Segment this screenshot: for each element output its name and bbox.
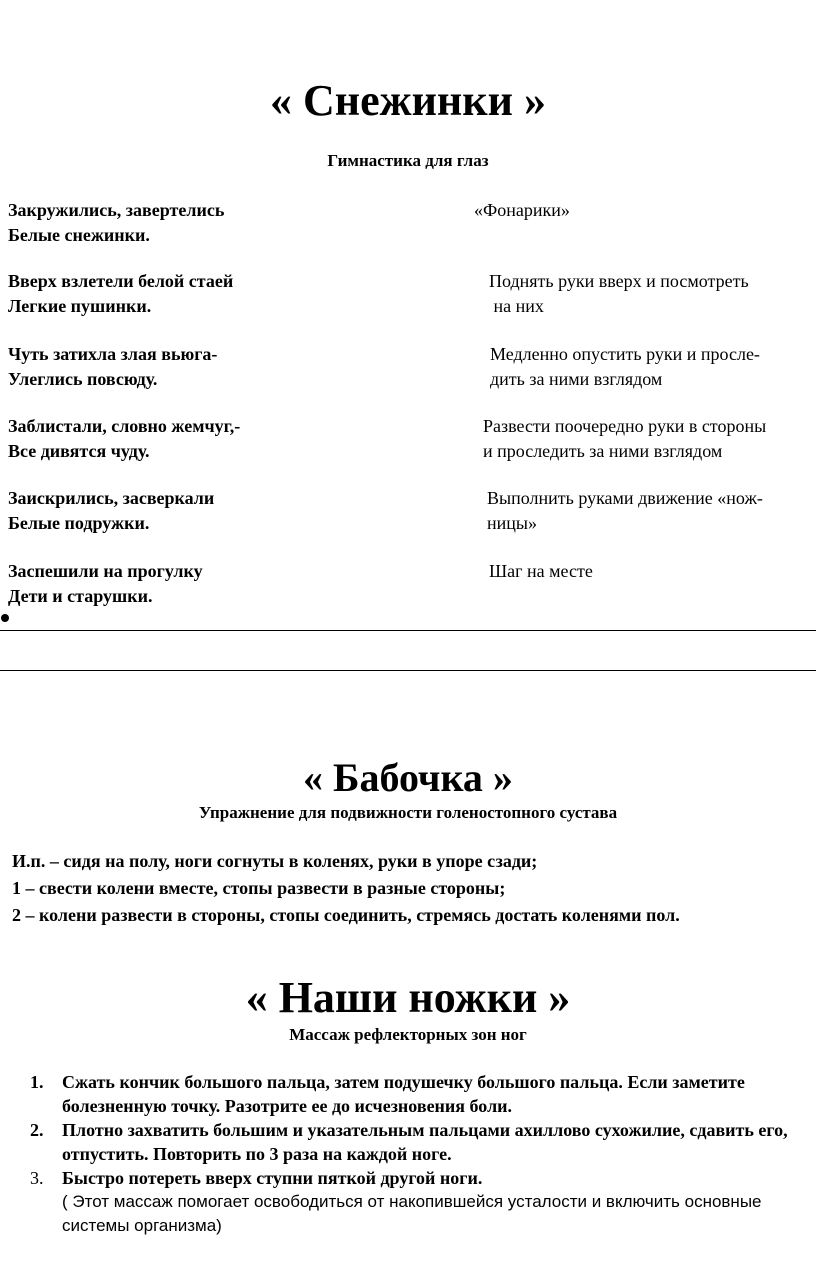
poem-line: Заискрились, засверкали [8, 488, 215, 508]
instruction-line: И.п. – сидя на полу, ноги согнуты в коленях, руки в упоре сзади; [12, 851, 538, 871]
list-item-number: 1. [30, 1072, 44, 1092]
action-stanza-1 [474, 198, 570, 223]
list-item [30, 1070, 800, 1118]
action-line: Поднять руки вверх и посмотреть [489, 271, 749, 291]
action-line: Развести поочередно руки в стороны [483, 416, 767, 436]
action-stanza-4 [483, 414, 766, 464]
poem-line: Закружились, завертелись [8, 200, 225, 220]
poem-stanza-2 [8, 269, 233, 319]
poem-line: Улеглись повсюду. [8, 369, 158, 389]
poem-line: Чуть затихла злая вьюга- [8, 344, 218, 364]
poem-line: Заспешили на прогулку [8, 561, 203, 581]
poem-stanza-3 [8, 342, 217, 392]
instruction-line: 1 – свести колени вместе, стопы развести в разные стороны; [12, 878, 506, 898]
action-stanza-5 [487, 486, 763, 536]
list-item-text: Сжать кончик большого пальца, затем подушечку большого пальца. Если заметите болезненную точку. Разотрите ее до исчезновения боли. [62, 1072, 745, 1116]
poem-line: Белые подружки. [8, 513, 150, 533]
poem-stanza-4 [8, 414, 240, 464]
action-line: и проследить за ними взглядом [483, 441, 723, 461]
action-line: дить за ними взглядом [490, 369, 663, 389]
poem-line: Легкие пушинки. [8, 296, 152, 316]
action-stanza-3 [490, 342, 760, 392]
list-item [30, 1118, 800, 1166]
massage-list [30, 1070, 800, 1238]
list-item-number: 2. [30, 1120, 44, 1140]
action-line: Медленно опустить руки и просле- [490, 344, 760, 364]
list-item-content [62, 1166, 800, 1238]
nozhki-subtitle: Массаж рефлекторных зон ног [289, 1025, 527, 1044]
poem-stanza-6 [8, 559, 203, 609]
nozhki-title: « Наши ножки » [245, 973, 571, 1022]
action-line: Выполнить руками движение «нож- [487, 488, 763, 508]
divider-line-2 [0, 670, 816, 671]
list-item-text: Плотно захватить большим и указательным пальцами ахиллово сухожилие, сдавить его, отпустить. Повторить по 3 раза на каждой ноге. [62, 1120, 788, 1164]
list-item [30, 1166, 800, 1238]
action-stanza-6 [489, 559, 593, 584]
instruction-line: 2 – колени развести в стороны, стопы соединить, стремясь достать коленями пол. [12, 905, 680, 925]
poem-line: Все дивятся чуду. [8, 441, 150, 461]
snezhinki-subtitle: Гимнастика для глаз [327, 151, 489, 170]
poem-line: Дети и старушки. [8, 586, 153, 606]
poem-line: Заблистали, словно жемчуг,- [8, 416, 241, 436]
babochka-instructions [12, 848, 680, 929]
babochka-subtitle: Упражнение для подвижности голеностопного сустава [198, 803, 618, 822]
snezhinki-title: « Снежинки » [270, 76, 546, 125]
action-line: «Фонарики» [474, 200, 570, 220]
poem-line: Белые снежинки. [8, 225, 150, 245]
action-stanza-2 [489, 269, 749, 319]
list-item-number: 3. [30, 1168, 44, 1188]
list-item-note: ( Этот массаж помогает освободиться от накопившейся усталости и включить основные системы организма) [62, 1192, 762, 1235]
action-line: ницы» [487, 513, 537, 533]
action-line: Шаг на месте [489, 561, 593, 581]
bullet-dot [1, 614, 9, 622]
babochka-title: « Бабочка » [303, 755, 513, 800]
list-item-text: Быстро потереть вверх ступни пяткой другой ноги. [62, 1168, 483, 1188]
poem-stanza-1 [8, 198, 224, 248]
poem-line: Вверх взлетели белой стаей [8, 271, 234, 291]
divider-line-1 [0, 630, 816, 631]
action-line: на них [489, 296, 544, 316]
poem-stanza-5 [8, 486, 214, 536]
